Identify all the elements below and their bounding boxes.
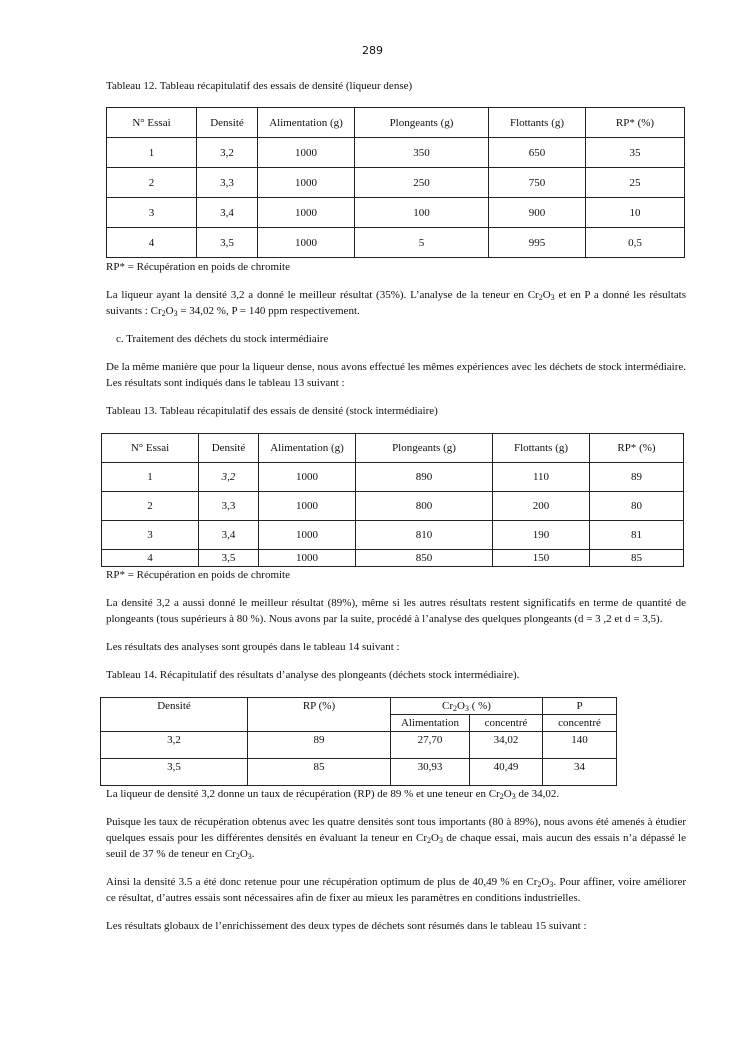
paragraph-densite-liqueur: La liqueur ayant la densité 3,2 a donné le meilleur résultat (35%). L’analyse de la teneur en $Cr_2O_3$ et en P a donné les résultats suivants : $Cr_2O_3 = 34,02$ %, P = 140 ppm respectivement. xyxy=(106,289,686,318)
table13-note: RP* = Récupération en poids de chromite xyxy=(106,569,290,581)
table-cell: 850 xyxy=(356,550,493,567)
table-header-cell: Densité xyxy=(199,434,259,463)
table14-header-row xyxy=(101,698,617,715)
table-cell: 3,2 xyxy=(101,732,248,759)
table-cell: 3,4 xyxy=(199,521,259,550)
table-cell: 650 xyxy=(489,138,586,168)
table-header-cell: N° Essai xyxy=(107,108,197,138)
table-cell: 3,3 xyxy=(197,168,258,198)
table-cell: 89 xyxy=(590,463,684,492)
table-cell-highlight: 3,2 xyxy=(199,463,259,492)
table-header-cell-cr2o3: $Cr_2O_3$ ( %) xyxy=(391,698,543,715)
table12-header-row xyxy=(107,108,685,138)
table-cell: 190 xyxy=(493,521,590,550)
table13-header-row xyxy=(102,434,684,463)
table-row xyxy=(102,463,684,492)
table-cell: 250 xyxy=(355,168,489,198)
table-cell: 150 xyxy=(493,550,590,567)
table-cell: 810 xyxy=(356,521,493,550)
table13 xyxy=(101,433,684,567)
table-header-cell: Alimentation (g) xyxy=(259,434,356,463)
table-header-cell: Flottants (g) xyxy=(489,108,586,138)
table-cell: 3,2 xyxy=(197,138,258,168)
table-cell: 890 xyxy=(356,463,493,492)
table-cell: 1000 xyxy=(258,228,355,258)
paragraph-densite-35: Ainsi la densité 3.5 a été donc retenue pour une récupération optimum de plus de 40,49 % en $Cr_2O_3$. Pour affiner, voire améliorer ce résultat, d’autres essais sont nécessaires afin de fixer au mieux les paramètres en conditions industrielles. xyxy=(106,876,686,904)
paragraph-densite-resultat: La densité 3,2 a aussi donné le meilleur résultat (89%), même si les autres résultats restent significatifs en terme de quantité de plongeants (tous supérieurs à 80 %). Nous avons par la suite, procédé à l’analyse des quelques plongeants (d = 3 ,2 et d = 3,5). xyxy=(106,597,686,625)
table-subheader-cell: concentré xyxy=(543,715,617,732)
table-cell: 3 xyxy=(107,198,197,228)
paragraph-stock-intermediaire: De la même manière que pour la liqueur dense, nous avons effectué les mêmes expériences avec les déchets de stock intermédiaire. Les résultats sont indiqués dans le tableau 13 suivant : xyxy=(106,361,686,389)
table-header-cell: Densité xyxy=(101,698,248,732)
paragraph-resultats-globaux: Les résultats globaux de l’enrichissement des deux types de déchets sont résumés dans le tableau 15 suivant : xyxy=(106,920,587,932)
table-cell: 3,5 xyxy=(199,550,259,567)
table-header-cell: Plongeants (g) xyxy=(356,434,493,463)
table-cell: 40,49 xyxy=(470,759,543,786)
table-cell: 30,93 xyxy=(391,759,470,786)
table-cell: 2 xyxy=(107,168,197,198)
table-subheader-cell: Alimentation xyxy=(391,715,470,732)
table-cell: 1000 xyxy=(259,463,356,492)
table-row xyxy=(107,138,685,168)
table-cell: 4 xyxy=(102,550,199,567)
table-cell: 85 xyxy=(590,550,684,567)
table-cell: 5 xyxy=(355,228,489,258)
table-cell: 27,70 xyxy=(391,732,470,759)
table-cell: 1000 xyxy=(259,550,356,567)
page-content xyxy=(106,78,686,934)
table-cell: 35 xyxy=(586,138,685,168)
table-row xyxy=(101,759,617,786)
table-header-cell: P xyxy=(543,698,617,715)
table-cell: 3 xyxy=(102,521,199,550)
page-number: 289 xyxy=(362,44,383,57)
table-header-cell: RP (%) xyxy=(248,698,391,732)
table-cell: 3,4 xyxy=(197,198,258,228)
table-header-cell: Alimentation (g) xyxy=(258,108,355,138)
table-cell: 3,3 xyxy=(199,492,259,521)
table-cell: 900 xyxy=(489,198,586,228)
table-row xyxy=(102,492,684,521)
table-cell: 100 xyxy=(355,198,489,228)
table-cell: 110 xyxy=(493,463,590,492)
paragraph-taux-recuperation: Puisque les taux de récupération obtenus avec les quatre densités sont tous importants (80 à 89%), nous avons été amenés à étudier quelques essais pour les différentes densités en évaluant la teneur en $Cr_2O_3$ de chaque essai, mais aucun des essais n’a dépassé le seuil de 37 % de teneur en $Cr_2O_3$. xyxy=(106,816,686,861)
table12-caption: Tableau 12. Tableau récapitulatif des essais de densité (liqueur dense) xyxy=(106,80,413,92)
section-heading-c: c. Traitement des déchets du stock intermédiaire xyxy=(116,333,329,345)
table-header-cell: RP* (%) xyxy=(590,434,684,463)
table-subheader-cell: concentré xyxy=(470,715,543,732)
table-cell: 0,5 xyxy=(586,228,685,258)
table12 xyxy=(106,107,685,258)
table-cell: 350 xyxy=(355,138,489,168)
table-cell: 81 xyxy=(590,521,684,550)
table-row xyxy=(107,198,685,228)
paragraph-liqueur-32: La liqueur de densité 3,2 donne un taux de récupération (RP) de 89 % et une teneur en $Cr_2O_3$ de 34,02. xyxy=(106,788,560,801)
table-cell: 25 xyxy=(586,168,685,198)
table-cell: 1000 xyxy=(258,198,355,228)
table-cell: 1 xyxy=(102,463,199,492)
table-cell: 800 xyxy=(356,492,493,521)
table-cell: 85 xyxy=(248,759,391,786)
table-cell: 4 xyxy=(107,228,197,258)
table-cell: 995 xyxy=(489,228,586,258)
table-cell: 34 xyxy=(543,759,617,786)
table-cell: 10 xyxy=(586,198,685,228)
table14 xyxy=(100,697,617,786)
table-cell: 80 xyxy=(590,492,684,521)
table-cell: 2 xyxy=(102,492,199,521)
paragraph-analyses: Les résultats des analyses sont groupés dans le tableau 14 suivant : xyxy=(106,641,400,653)
table12-note: RP* = Récupération en poids de chromite xyxy=(106,261,290,273)
table-cell: 34,02 xyxy=(470,732,543,759)
table-cell: 1000 xyxy=(259,521,356,550)
table-cell: 1000 xyxy=(259,492,356,521)
table-cell: 1000 xyxy=(258,138,355,168)
table-cell: 1 xyxy=(107,138,197,168)
table-row xyxy=(101,732,617,759)
table13-caption: Tableau 13. Tableau récapitulatif des essais de densité (stock intermédiaire) xyxy=(106,405,438,417)
table-header-cell: Densité xyxy=(197,108,258,138)
table-header-cell: RP* (%) xyxy=(586,108,685,138)
table-cell: 140 xyxy=(543,732,617,759)
table-cell: 3,5 xyxy=(197,228,258,258)
table-cell: 750 xyxy=(489,168,586,198)
table-cell: 200 xyxy=(493,492,590,521)
table-header-cell: Plongeants (g) xyxy=(355,108,489,138)
table-cell: 1000 xyxy=(258,168,355,198)
table-cell: 3,5 xyxy=(101,759,248,786)
table-row xyxy=(102,550,684,567)
table14-caption: Tableau 14. Récapitulatif des résultats d’analyse des plongeants (déchets stock intermédiaire). xyxy=(106,669,520,681)
table-header-cell: Flottants (g) xyxy=(493,434,590,463)
table-cell: 89 xyxy=(248,732,391,759)
table-header-cell: N° Essai xyxy=(102,434,199,463)
table-row xyxy=(107,228,685,258)
table-row xyxy=(107,168,685,198)
table-row xyxy=(102,521,684,550)
